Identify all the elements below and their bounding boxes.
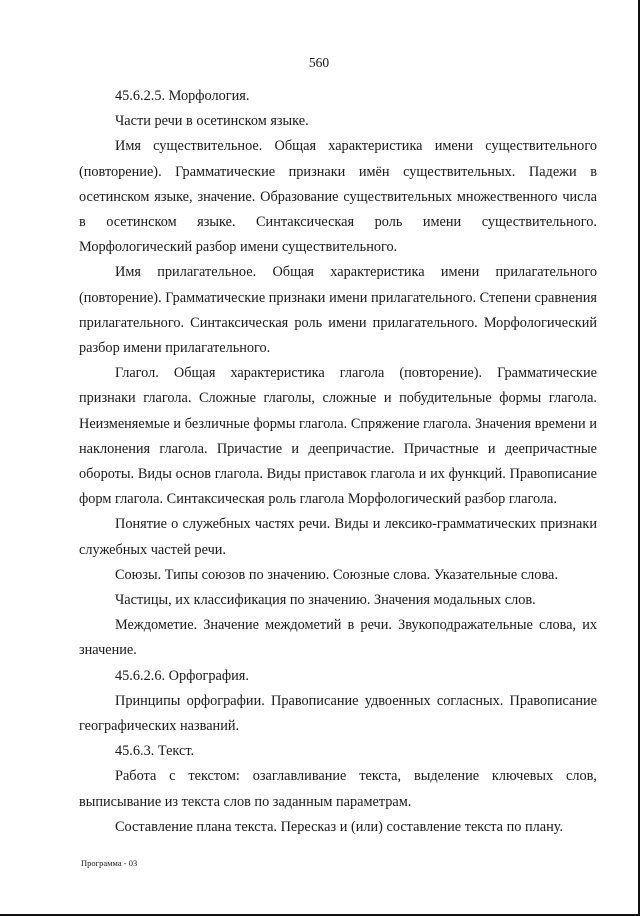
page-body bbox=[79, 84, 597, 840]
page-footer: Программа - 03 bbox=[81, 858, 138, 868]
paragraph-conjunctions: Союзы. Типы союзов по значению. Союзные слова. Указательные слова. bbox=[115, 566, 558, 583]
paragraph-noun: Имя существительное. Общая характеристика имени существительного (повторение). Грамматические признаки имён существительных. Падежи в осетинском языке, значение. Образование существительных множественного числа в осетинском языке. Синтаксическая роль имени существительного. Морфологический разбор имени существительного. bbox=[79, 138, 597, 256]
paragraph-parts-of-speech: Части речи в осетинском языке. bbox=[115, 113, 309, 130]
section-heading-text: 45.6.3. Текст. bbox=[115, 743, 195, 760]
paragraph-orthography: Принципы орфографии. Правописание удвоенных согласных. Правописание географических названий. bbox=[79, 692, 597, 735]
section-heading-morphology: 45.6.2.5. Морфология. bbox=[115, 88, 250, 104]
paragraph-particles: Частицы, их классификация по значению. Значения модальных слов. bbox=[115, 592, 536, 609]
paragraph-function-words: Понятие о служебных частях речи. Виды и лексико-грамматических признаки служебных частей речи. bbox=[79, 516, 597, 558]
paragraph-adjective: Имя прилагательное. Общая характеристика имени прилагательного (повторение). Грамматические признаки имени прилагательного. Степени сравнения прилагательного. Синтаксическая роль имени прилагательного. Морфологический разбор имени прилагательного. bbox=[79, 264, 597, 357]
page-number: 560 bbox=[308, 55, 330, 70]
paragraph-text-work: Работа с текстом: озаглавливание текста, выделение ключевых слов, выписывание из текста слов по заданным параметрам. bbox=[79, 768, 597, 810]
section-heading-orthography: 45.6.2.6. Орфография. bbox=[115, 667, 249, 684]
paragraph-text-plan: Составление плана текста. Пересказ и (или) составление текста по плану. bbox=[115, 818, 564, 835]
paragraph-interjection: Междометие. Значение междометий в речи. Звукоподражательные слова, их значение. bbox=[79, 617, 597, 659]
paragraph-verb: Глагол. Общая характеристика глагола (повторение). Грамматические признаки глагола. Сложные глаголы, сложные и побудительные формы глагола. Неизменяемые и безличные формы глагола. Спряжение глагола. Значения времени и наклонения глагола. Причастие и деепричастие. Причастные и деепричастные обороты. Виды основ глагола. Виды приставок глагола и их функций. Правописание форм глагола. Синтаксическая роль глагола Морфологический разбор глагола. bbox=[79, 365, 597, 508]
